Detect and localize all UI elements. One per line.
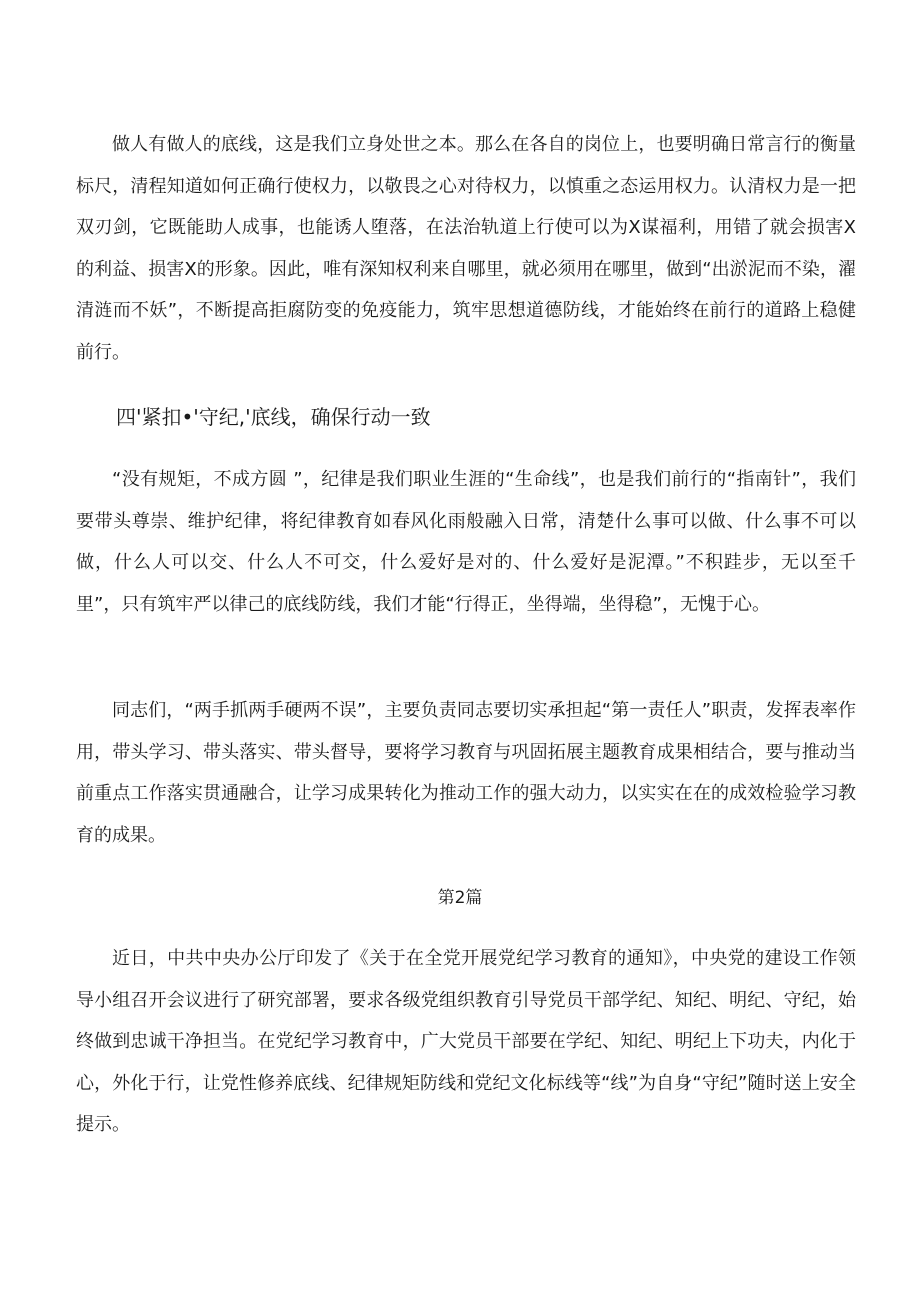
paragraph-discipline: “没有规矩，不成方圆 ”，纪律是我们职业生涯的“生命线”，也是我们前行的“指南针”，我们要带头尊崇、维护纪律，将纪律教育如春风化雨般融入日常，清楚什么事可以做、什么事不可以做，什么人可以交、什么人不可交，什么爱好是对的、什么爱好是泥潭。”不积跬步，无以至千里”，只有筑牢严以律己的底线防线，我们才能“行得正，坐得端，坐得稳”，无愧于心。 — [76, 469, 856, 615]
paragraph-bottom-line: 做人有做人的底线，这是我们立身处世之本。那么在各自的岗位上，也要明确日常言行的衡量标尺，清程知道如何正确行使权力，以敬畏之心对待权力，以慎重之态运用权力。认清权力是一把双刃剑，它既能助人成事，也能诱人堕落，在法治轨道上行使可以为X谋福利，用错了就会损害X的利益、损害X的形象。因此，唯有深知权利来自哪里，就必须用在哪里，做到“出淤泥而不染，濯清涟而不妖”，不断提高拒腐防变的免疫能力，筑牢思想道德防线，才能始终在前行的道路上稳健前行。 — [76, 134, 856, 363]
section-heading-four: 四'紧扣•'守纪,'底线，确保行动一致 — [116, 405, 431, 429]
section-title-part-2: 第2篇 — [437, 888, 483, 908]
paragraph-comrades: 同志们，“两手抓两手硬两不误”，主要负责同志要切实承担起“第一责任人”职责，发挥表率作用，带头学习、带头落实、带头督导，要将学习教育与巩固拓展主题教育成果相结合，要与推动当前重点工作落实贯通融合，让学习成果转化为推动工作的强大动力，以实实在在的成效检验学习教育的成果。 — [76, 700, 856, 846]
paragraph-notice: 近日，中共中央办公厅印发了《关于在全党开展党纪学习教育的通知》，中央党的建设工作领导小组召开会议进行了研究部署，要求各级党组织教育引导党员干部学纪、知纪、明纪、守纪，始终做到忠诚干净担当。在党纪学习教育中，广大党员干部要在学纪、知纪、明纪上下功夫，内化于心，外化于行，让党性修养底线、纪律规矩防线和党纪文化标线等“线”为自身“守纪”随时送上安全提示。 — [76, 948, 856, 1135]
